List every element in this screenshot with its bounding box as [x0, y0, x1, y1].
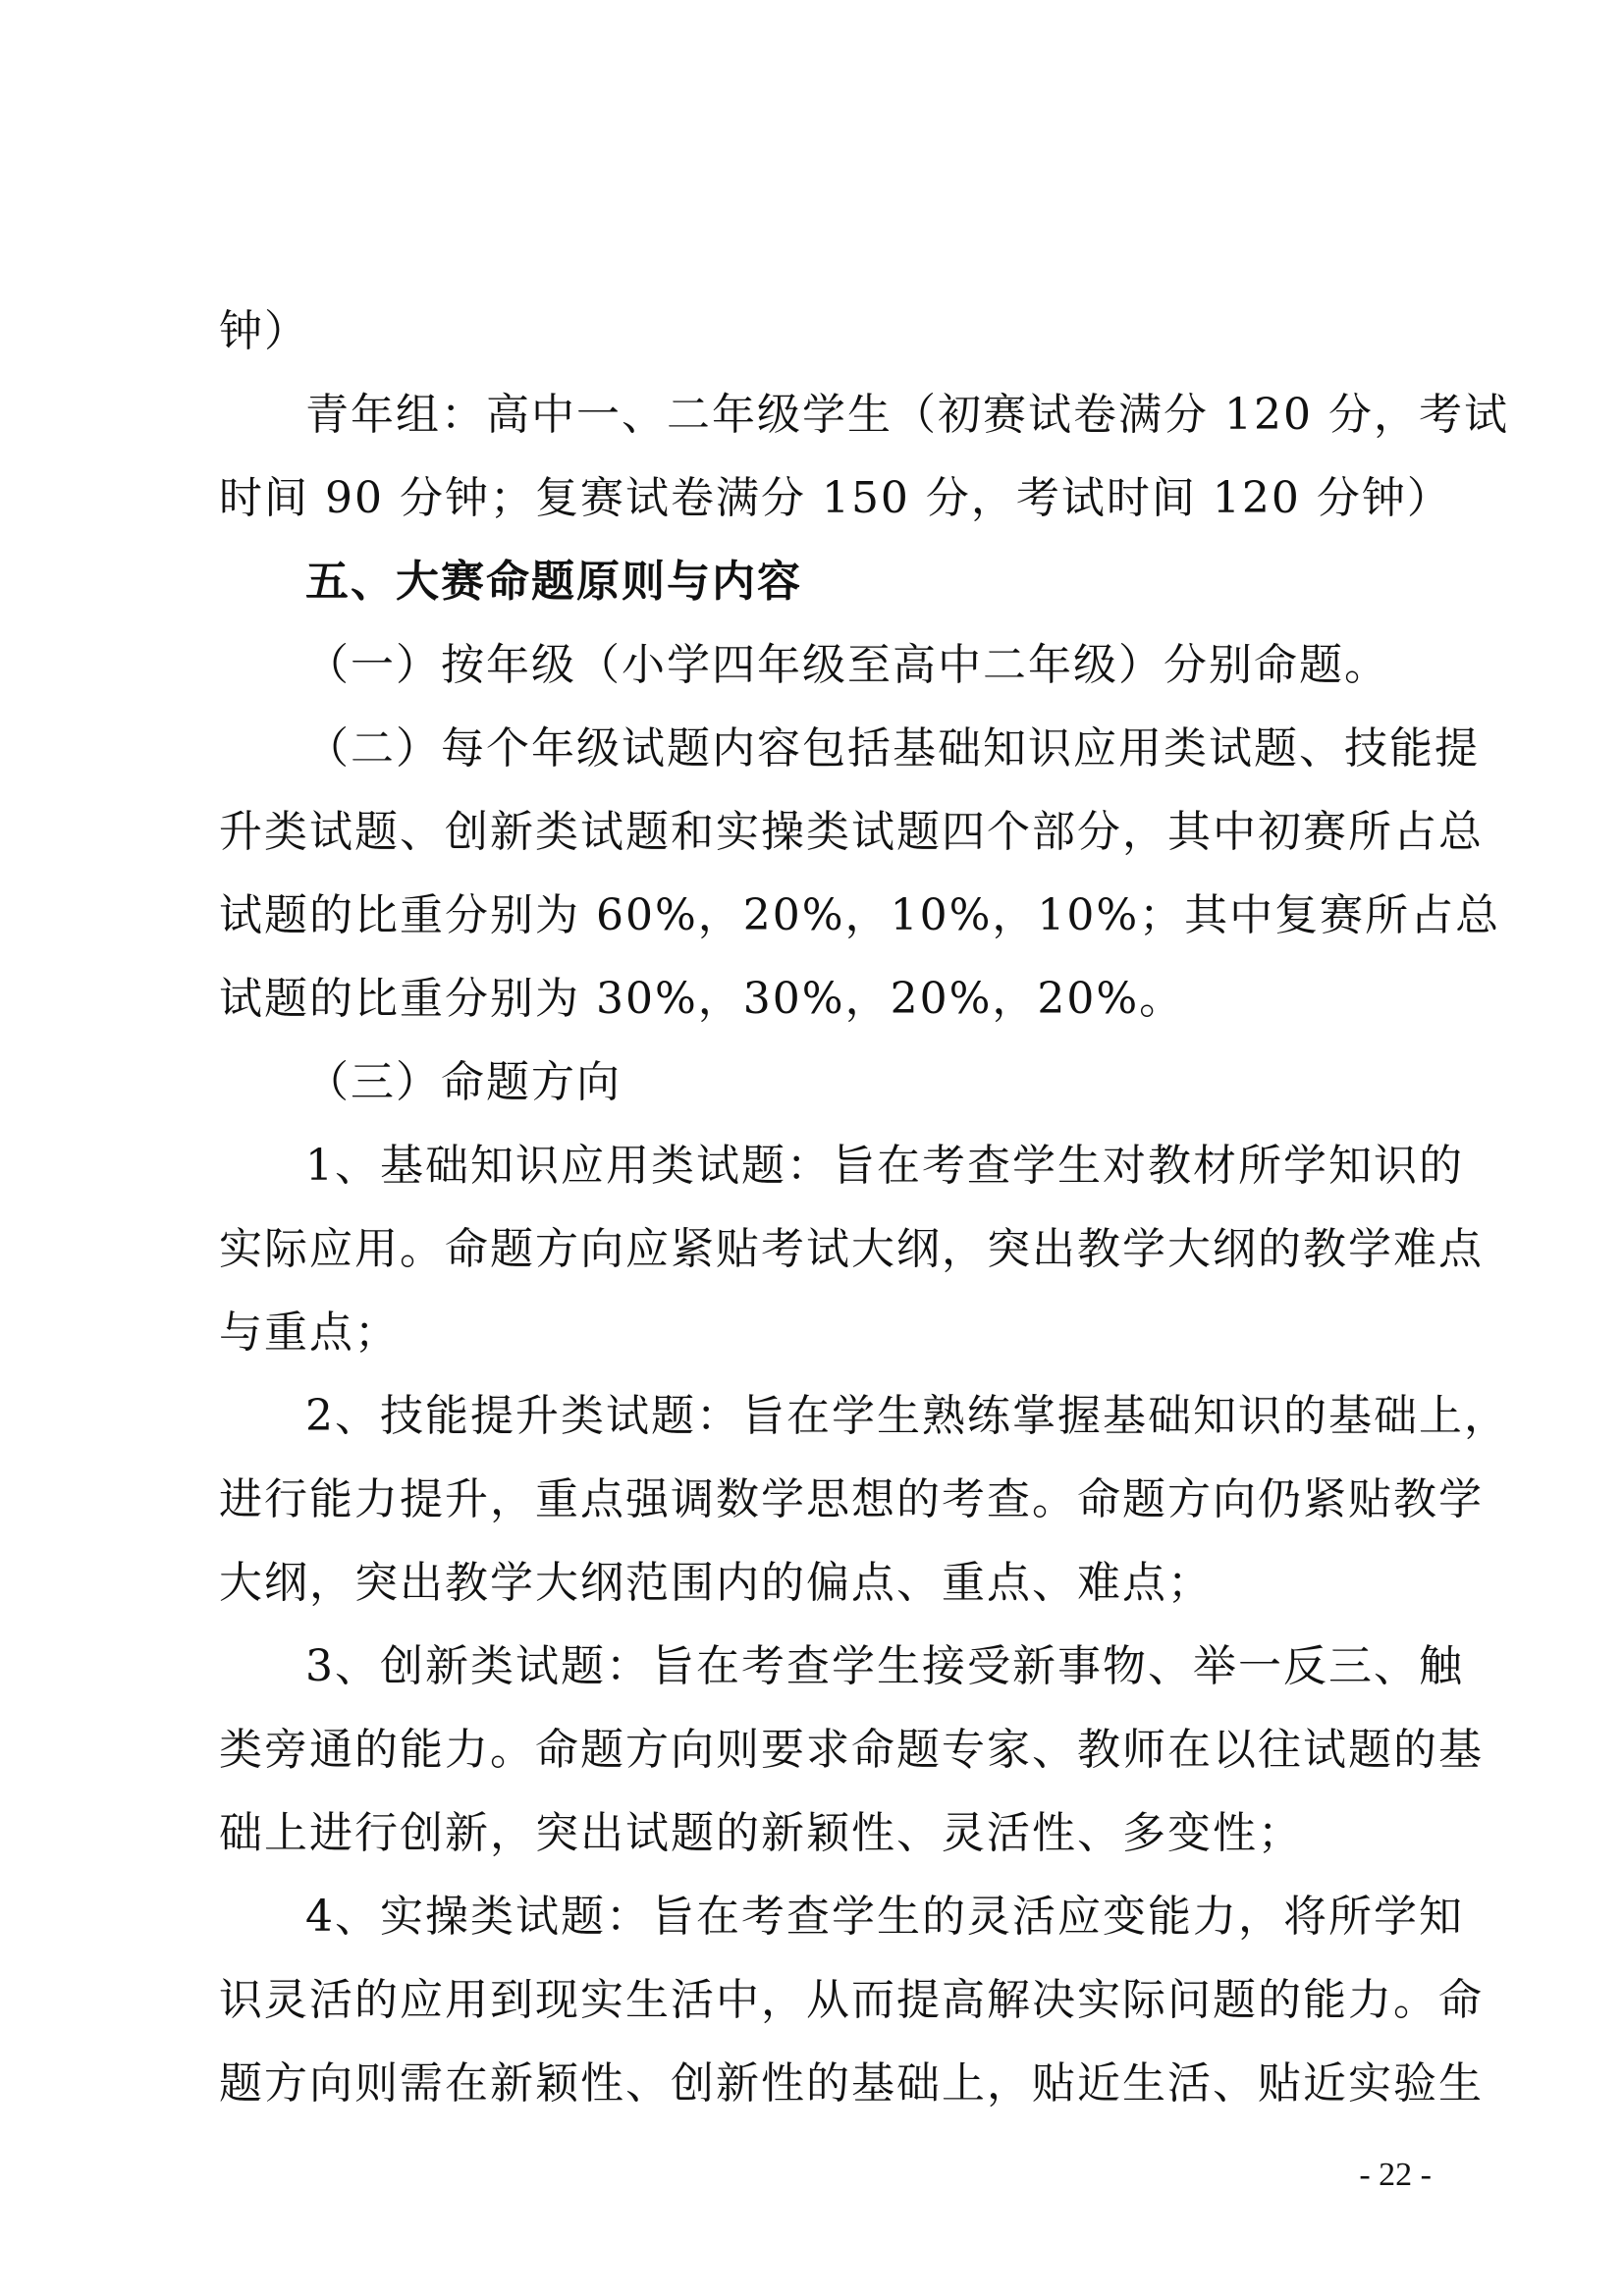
- paragraph-line: 类旁通的能力。命题方向则要求命题专家、教师在以往试题的基: [219, 1725, 1484, 1775]
- paragraph-line: 试题的比重分别为 60%，20%，10%，10%；其中复赛所占总: [219, 890, 1501, 940]
- paragraph-line: 升类试题、创新类试题和实操类试题四个部分，其中初赛所占总: [219, 807, 1484, 857]
- paragraph-line: 识灵活的应用到现实生活中，从而提高解决实际问题的能力。命: [219, 1975, 1484, 2025]
- paragraph-line: 钟）: [219, 306, 309, 356]
- paragraph-line: 2、技能提升类试题：旨在学生熟练掌握基础知识的基础上，: [305, 1391, 1509, 1441]
- paragraph-line: （二）每个年级试题内容包括基础知识应用类试题、技能提: [305, 723, 1480, 774]
- paragraph-line: （三）命题方向: [305, 1057, 622, 1107]
- paragraph-line: 3、创新类试题：旨在考查学生接受新事物、举一反三、触: [305, 1641, 1464, 1691]
- paragraph-line: 试题的比重分别为 30%，30%，20%，20%。: [219, 974, 1185, 1024]
- paragraph-line: 青年组：高中一、二年级学生（初赛试卷满分 120 分，考试: [305, 390, 1509, 440]
- paragraph-line: 础上进行创新，突出试题的新颖性、灵活性、多变性；: [219, 1808, 1303, 1858]
- section-heading: 五、大赛命题原则与内容: [305, 557, 802, 607]
- paragraph-line: 与重点；: [219, 1308, 400, 1358]
- paragraph-line: 大纲，突出教学大纲范围内的偏点、重点、难点；: [219, 1558, 1213, 1608]
- paragraph-line: 时间 90 分钟；复赛试卷满分 150 分，考试时间 120 分钟）: [219, 473, 1452, 523]
- paragraph-line: 实际应用。命题方向应紧贴考试大纲，突出教学大纲的教学难点: [219, 1224, 1484, 1274]
- paragraph-line: （一）按年级（小学四年级至高中二年级）分别命题。: [305, 640, 1389, 690]
- paragraph-line: 进行能力提升，重点强调数学思想的考查。命题方向仍紧贴教学: [219, 1474, 1484, 1524]
- paragraph-line: 1、基础知识应用类试题：旨在考查学生对教材所学知识的: [305, 1141, 1464, 1191]
- paragraph-line: 题方向则需在新颖性、创新性的基础上，贴近生活、贴近实验生: [219, 2058, 1484, 2109]
- page-number: - 22 -: [1359, 2157, 1432, 2193]
- paragraph-line: 4、实操类试题：旨在考查学生的灵活应变能力，将所学知: [305, 1892, 1464, 1942]
- document-body: [219, 290, 1509, 2125]
